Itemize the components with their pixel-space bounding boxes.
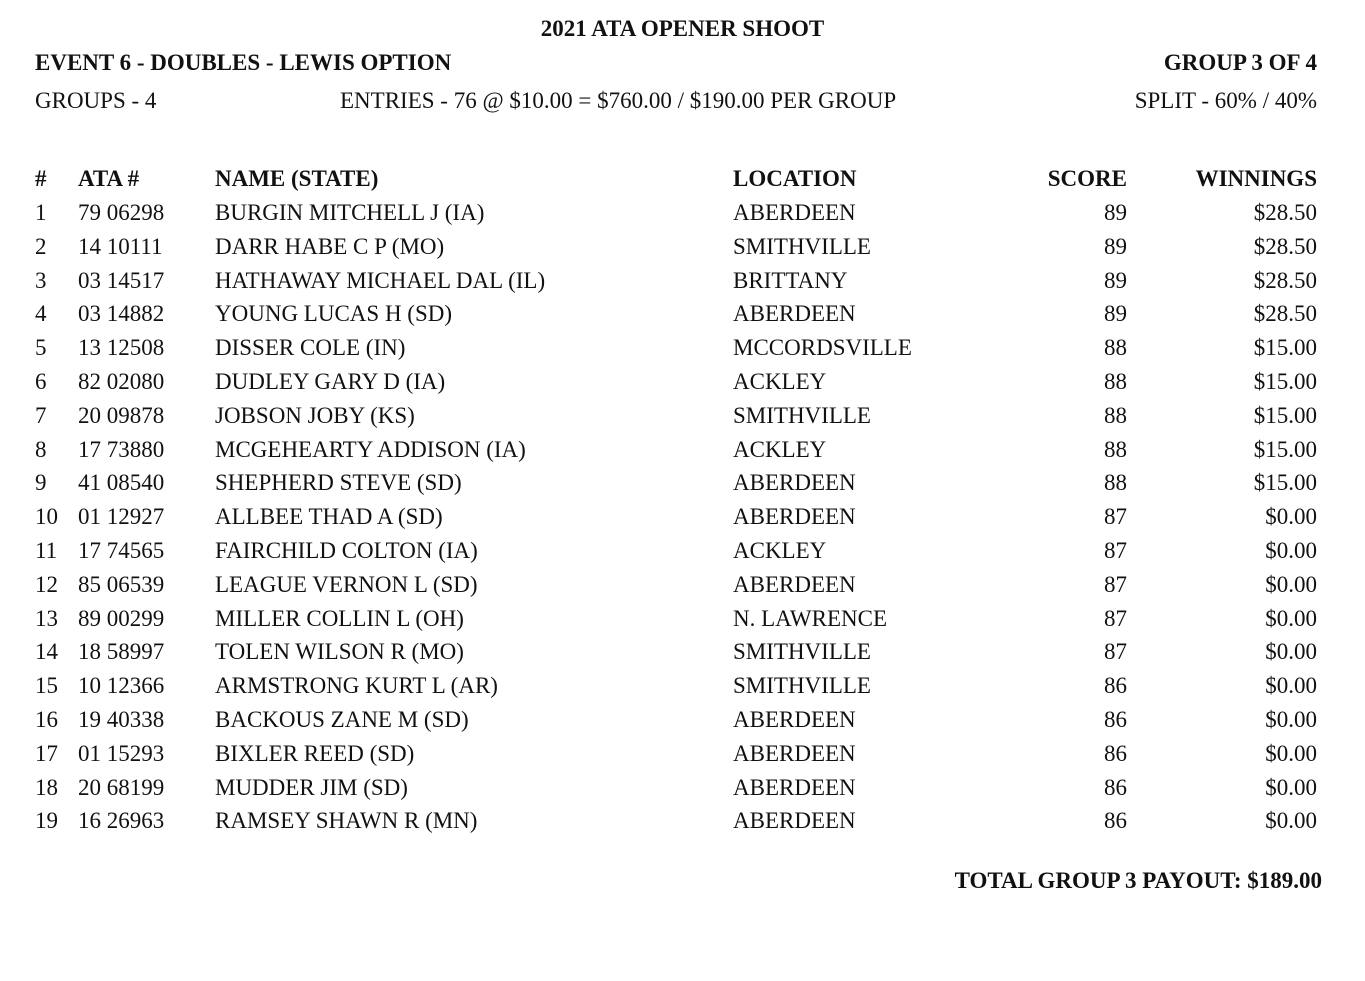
shooter-winnings: $15.00: [1253, 335, 1317, 361]
row-number: 15: [35, 673, 58, 699]
table-row: [0, 741, 1365, 775]
shooter-location: ABERDEEN: [733, 740, 856, 766]
shooter-winnings: $0.00: [1265, 673, 1317, 699]
row-number: 19: [35, 808, 58, 834]
ata-number: 41 08540: [78, 470, 165, 496]
shooter-score: 87: [1104, 605, 1127, 631]
shooter-name: DISSER COLE (IN): [215, 335, 406, 361]
shooter-name: FAIRCHILD COLTON (IA): [215, 538, 478, 563]
shooter-name: BIXLER REED (SD): [215, 740, 415, 766]
table-row: [0, 403, 1365, 437]
shooter-name: MCGEHEARTY ADDISON (IA): [215, 436, 526, 462]
shooter-location: ABERDEEN: [733, 774, 856, 800]
row-number: 1: [35, 200, 47, 225]
table-row: [0, 673, 1365, 707]
shooter-winnings: $28.50: [1253, 233, 1317, 259]
ata-number: 79 06298: [78, 200, 165, 225]
table-row: [0, 775, 1365, 809]
table-row: [0, 808, 1365, 842]
ata-number: 20 68199: [78, 774, 165, 800]
row-number: 3: [35, 267, 47, 293]
shooter-name: DARR HABE C P (MO): [215, 233, 445, 259]
table-row: [0, 606, 1365, 640]
shooter-location: ABERDEEN: [733, 504, 856, 530]
ata-number: 01 12927: [78, 504, 165, 530]
total-payout: TOTAL GROUP 3 PAYOUT: $189.00: [954, 868, 1322, 893]
shooter-name: BACKOUS ZANE M (SD): [215, 707, 469, 732]
shooter-winnings: $0.00: [1265, 538, 1317, 563]
shooter-winnings: $15.00: [1253, 369, 1317, 394]
shooter-name: TOLEN WILSON R (MO): [215, 639, 464, 665]
shooter-score: 89: [1104, 233, 1127, 259]
shooter-winnings: $0.00: [1265, 808, 1317, 834]
shooter-location: ABERDEEN: [733, 470, 856, 496]
shooter-location: ABERDEEN: [733, 571, 856, 597]
ata-number: 01 15293: [78, 740, 165, 766]
shooter-score: 87: [1104, 538, 1127, 563]
shooter-winnings: $0.00: [1265, 571, 1317, 597]
row-number: 13: [35, 605, 58, 631]
shooter-name: MUDDER JIM (SD): [215, 774, 408, 800]
ata-number: 17 73880: [78, 436, 165, 462]
shooter-score: 89: [1104, 301, 1127, 327]
shooter-location: N. LAWRENCE: [733, 605, 888, 631]
event-label: EVENT 6 - DOUBLES - LEWIS OPTION: [35, 50, 452, 75]
row-number: 14: [35, 639, 58, 665]
row-number: 8: [35, 436, 47, 462]
ata-number: 13 12508: [78, 335, 165, 361]
table-row: [0, 707, 1365, 741]
table-row: [0, 335, 1365, 369]
shooter-location: ABERDEEN: [733, 707, 856, 732]
shooter-name: ARMSTRONG KURT L (AR): [215, 673, 498, 699]
groups-count: GROUPS - 4: [35, 88, 157, 113]
row-number: 10: [35, 504, 58, 530]
shooter-location: ABERDEEN: [733, 200, 856, 225]
table-row: [0, 504, 1365, 538]
shooter-name: ALLBEE THAD A (SD): [215, 504, 443, 530]
column-header-location: LOCATION: [733, 166, 857, 191]
shooter-location: SMITHVILLE: [733, 402, 871, 428]
shooter-name: RAMSEY SHAWN R (MN): [215, 808, 478, 834]
ata-number: 03 14882: [78, 301, 165, 327]
ata-number: 20 09878: [78, 402, 165, 428]
table-row: [0, 200, 1365, 234]
shooter-name: JOBSON JOBY (KS): [215, 402, 415, 428]
shooter-winnings: $0.00: [1265, 707, 1317, 732]
row-number: 11: [35, 538, 58, 563]
ata-number: 19 40338: [78, 707, 165, 732]
row-number: 4: [35, 301, 47, 327]
shooter-score: 87: [1104, 504, 1127, 530]
ata-number: 14 10111: [78, 233, 163, 259]
shooter-location: ACKLEY: [733, 436, 827, 462]
shooter-location: ABERDEEN: [733, 301, 856, 327]
split-label: SPLIT - 60% / 40%: [1134, 88, 1317, 113]
shooter-name: YOUNG LUCAS H (SD): [215, 301, 453, 327]
shooter-location: BRITTANY: [733, 267, 848, 293]
row-number: 7: [35, 402, 47, 428]
column-header-num: #: [35, 166, 47, 191]
shooter-winnings: $0.00: [1265, 605, 1317, 631]
shooter-score: 88: [1104, 470, 1127, 496]
shooter-score: 89: [1104, 200, 1127, 225]
shooter-winnings: $15.00: [1253, 402, 1317, 428]
shooter-winnings: $0.00: [1265, 774, 1317, 800]
shooter-name: HATHAWAY MICHAEL DAL (IL): [215, 267, 546, 293]
shooter-name: MILLER COLLIN L (OH): [215, 605, 464, 631]
shooter-score: 86: [1104, 740, 1127, 766]
shooter-winnings: $0.00: [1265, 639, 1317, 665]
shooter-winnings: $15.00: [1253, 470, 1317, 496]
shooter-winnings: $0.00: [1265, 504, 1317, 530]
row-number: 2: [35, 233, 47, 259]
shooter-location: SMITHVILLE: [733, 233, 871, 259]
row-number: 18: [35, 774, 58, 800]
shooter-score: 88: [1104, 335, 1127, 361]
shooter-location: MCCORDSVILLE: [733, 335, 912, 361]
column-header-name: NAME (STATE): [215, 166, 379, 191]
table-row: [0, 470, 1365, 504]
entries-summary: ENTRIES - 76 @ $10.00 = $760.00 / $190.00 PER GROUP: [340, 88, 897, 113]
shooter-score: 87: [1104, 639, 1127, 665]
shooter-score: 88: [1104, 436, 1127, 462]
column-header-ata: ATA #: [78, 166, 140, 191]
table-row: [0, 538, 1365, 572]
shooter-score: 86: [1104, 808, 1127, 834]
ata-number: 17 74565: [78, 538, 165, 563]
shooter-winnings: $28.50: [1253, 267, 1317, 293]
shooter-score: 88: [1104, 402, 1127, 428]
ata-number: 10 12366: [78, 673, 165, 699]
shooter-location: SMITHVILLE: [733, 639, 871, 665]
shooter-winnings: $28.50: [1253, 200, 1317, 225]
shooter-winnings: $0.00: [1265, 740, 1317, 766]
shooter-score: 89: [1104, 267, 1127, 293]
column-header-score: SCORE: [1047, 166, 1127, 191]
shooter-winnings: $15.00: [1253, 436, 1317, 462]
table-row: [0, 639, 1365, 673]
table-row: [0, 437, 1365, 471]
row-number: 6: [35, 369, 47, 394]
shooter-score: 86: [1104, 673, 1127, 699]
row-number: 9: [35, 470, 47, 496]
ata-number: 03 14517: [78, 267, 165, 293]
row-number: 16: [35, 707, 58, 732]
shooter-winnings: $28.50: [1253, 301, 1317, 327]
shooter-location: SMITHVILLE: [733, 673, 871, 699]
shooter-score: 86: [1104, 774, 1127, 800]
table-row: [0, 572, 1365, 606]
shooter-score: 88: [1104, 369, 1127, 394]
document-title: 2021 ATA OPENER SHOOT: [540, 16, 825, 41]
table-row: [0, 268, 1365, 302]
table-row: [0, 301, 1365, 335]
ata-number: 82 02080: [78, 369, 165, 394]
shooter-name: BURGIN MITCHELL J (IA): [215, 200, 485, 225]
group-label: GROUP 3 OF 4: [1163, 50, 1317, 75]
shooter-score: 86: [1104, 707, 1127, 732]
table-row: [0, 234, 1365, 268]
shooter-location: ABERDEEN: [733, 808, 856, 834]
shooter-name: DUDLEY GARY D (IA): [215, 369, 446, 394]
shooter-name: SHEPHERD STEVE (SD): [215, 470, 462, 496]
shooter-location: ACKLEY: [733, 538, 827, 563]
shooter-location: ACKLEY: [733, 369, 827, 394]
row-number: 17: [35, 740, 58, 766]
shooter-name: LEAGUE VERNON L (SD): [215, 571, 478, 597]
row-number: 12: [35, 571, 58, 597]
ata-number: 18 58997: [78, 639, 165, 665]
column-header-winnings: WINNINGS: [1195, 166, 1317, 191]
shooter-score: 87: [1104, 571, 1127, 597]
ata-number: 16 26963: [78, 808, 165, 834]
ata-number: 89 00299: [78, 605, 165, 631]
ata-number: 85 06539: [78, 571, 165, 597]
row-number: 5: [35, 335, 47, 361]
table-row: [0, 369, 1365, 403]
